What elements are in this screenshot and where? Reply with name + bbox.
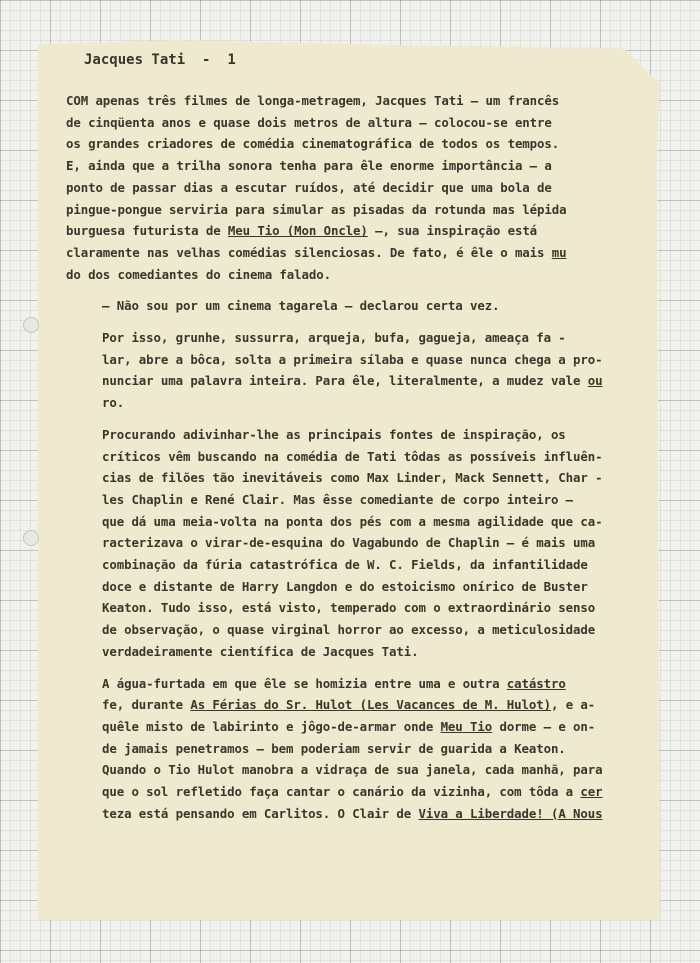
header-label: Jacques Tati — [84, 52, 186, 68]
text-line — [66, 803, 626, 825]
text-line — [66, 641, 626, 663]
text-segment: cias de filões tão inevitáveis como Max Linder, Mack Sennett, Char - — [102, 470, 603, 486]
text-segment: A água-furtada em que êle se homizia entre uma e outra — [102, 675, 507, 691]
text-line — [66, 673, 626, 695]
text-line — [66, 554, 626, 576]
text-segment: Procurando adivinhar-lhe as principais fontes de inspiração, os — [102, 426, 566, 442]
text-segment: claramente nas velhas comédias silenciosas. De fato, é êle o mais — [66, 244, 552, 260]
text-line — [66, 619, 626, 641]
text-segment: combinação da fúria catastrófica de W. C. Fields, da infantilidade — [102, 557, 588, 573]
text-segment: os grandes criadores de comédia cinematográfica de todos os tempos. — [66, 136, 560, 152]
text-segment: de jamais penetramos — bem poderiam servir de guarida a Keaton. — [102, 740, 566, 756]
text-segment: , e a- — [550, 697, 596, 713]
punch-hole-top — [23, 317, 39, 333]
underlined-title: Meu Tio — [440, 718, 493, 734]
text-segment: fe, durante — [102, 697, 191, 713]
header-separator: - — [202, 52, 211, 68]
paragraph — [66, 424, 626, 663]
paragraph — [66, 295, 626, 317]
text-line — [66, 467, 626, 489]
underlined-title: ou — [587, 373, 603, 389]
text-segment: Keaton. Tudo isso, está visto, temperado com o extraordinário senso — [102, 600, 596, 616]
typed-body-text — [66, 90, 626, 835]
text-segment: teza está pensando em Carlitos. O Clair de — [102, 805, 419, 821]
text-segment: críticos vêm buscando na comédia de Tati tôdas as possíveis influên- — [102, 448, 603, 464]
text-line — [66, 759, 626, 781]
page-header — [84, 52, 236, 68]
text-segment: que dá uma meia-volta na ponta dos pés com a mesma agilidade que ca- — [102, 513, 603, 529]
text-line — [66, 295, 626, 317]
paragraph — [66, 327, 626, 414]
text-segment: burguesa futurista de — [66, 223, 228, 239]
page-number: 1 — [227, 52, 236, 68]
text-line — [66, 177, 626, 199]
text-line — [66, 597, 626, 619]
paragraph — [66, 90, 626, 285]
underlined-title: Meu Tio (Mon Oncle) — [227, 223, 368, 239]
text-line — [66, 738, 626, 760]
text-segment: dorme — e on- — [492, 718, 596, 734]
paragraph — [66, 673, 626, 825]
text-line — [66, 133, 626, 155]
text-line — [66, 694, 626, 716]
text-segment: pingue-pongue serviria para simular as pisadas da rotunda mas lépida — [66, 201, 567, 217]
underlined-title: Viva a Liberdade! (A Nous — [418, 805, 603, 821]
text-line — [66, 446, 626, 468]
text-segment: E, ainda que a trilha sonora tenha para êle enorme importância — a — [66, 158, 552, 174]
underlined-title: catástro — [506, 675, 566, 691]
text-segment: — Não sou por um cinema tagarela — declarou certa vez. — [102, 298, 500, 314]
text-segment: racterizava o virar-de-esquina do Vagabundo de Chaplin — é mais uma — [102, 535, 596, 551]
text-line — [66, 349, 626, 371]
text-segment: do dos comediantes do cinema falado. — [66, 266, 331, 282]
text-segment: quêle misto de labirinto e jôgo-de-armar onde — [102, 718, 441, 734]
text-segment: de observação, o quase virginal horror ao excesso, a meticulosidade — [102, 622, 596, 638]
text-segment: de cinqüenta anos e quase dois metros de altura — colocou-se entre — [66, 114, 552, 130]
underlined-title: mu — [551, 244, 567, 260]
text-line — [66, 424, 626, 446]
text-line — [66, 532, 626, 554]
text-line — [66, 489, 626, 511]
text-segment: doce e distante de Harry Langdon e do estoicismo onírico de Buster — [102, 578, 588, 594]
text-line — [66, 392, 626, 414]
text-segment: les Chaplin e René Clair. Mas êsse comediante de corpo inteiro — — [102, 491, 574, 507]
text-segment: Quando o Tio Hulot manobra a vidraça de sua janela, cada manhã, para — [102, 762, 603, 778]
text-line — [66, 327, 626, 349]
text-line — [66, 511, 626, 533]
text-line — [66, 781, 626, 803]
text-line — [66, 112, 626, 134]
text-segment: —, sua inspiração está — [367, 223, 538, 239]
text-segment: verdadeiramente científica de Jacques Tati. — [102, 643, 419, 659]
text-line — [66, 242, 626, 264]
text-segment: que o sol refletido faça cantar o canário da vizinha, com tôda a — [102, 784, 581, 800]
text-line — [66, 155, 626, 177]
underlined-title: cer — [580, 784, 603, 800]
text-segment: ro. — [102, 395, 125, 411]
text-line — [66, 199, 626, 221]
text-line — [66, 370, 626, 392]
text-segment: COM apenas três filmes de longa-metragem, Jacques Tati — um francês — [66, 93, 560, 108]
text-segment: ponto de passar dias a escutar ruídos, até decidir que uma bola de — [66, 179, 552, 195]
punch-hole-bottom — [23, 530, 39, 546]
underlined-title: As Férias do Sr. Hulot (Les Vacances de M. Hulot) — [190, 697, 551, 713]
text-segment: nunciar uma palavra inteira. Para êle, literalmente, a mudez vale — [102, 373, 588, 389]
text-segment: Por isso, grunhe, sussurra, arqueja, bufa, gagueja, ameaça fa - — [102, 330, 566, 346]
text-segment: lar, abre a bôca, solta a primeira sílaba e quase nunca chega a pro- — [102, 351, 603, 367]
text-line — [66, 264, 626, 286]
text-line — [66, 716, 626, 738]
text-line — [66, 90, 626, 112]
text-line — [66, 220, 626, 242]
text-line — [66, 576, 626, 598]
